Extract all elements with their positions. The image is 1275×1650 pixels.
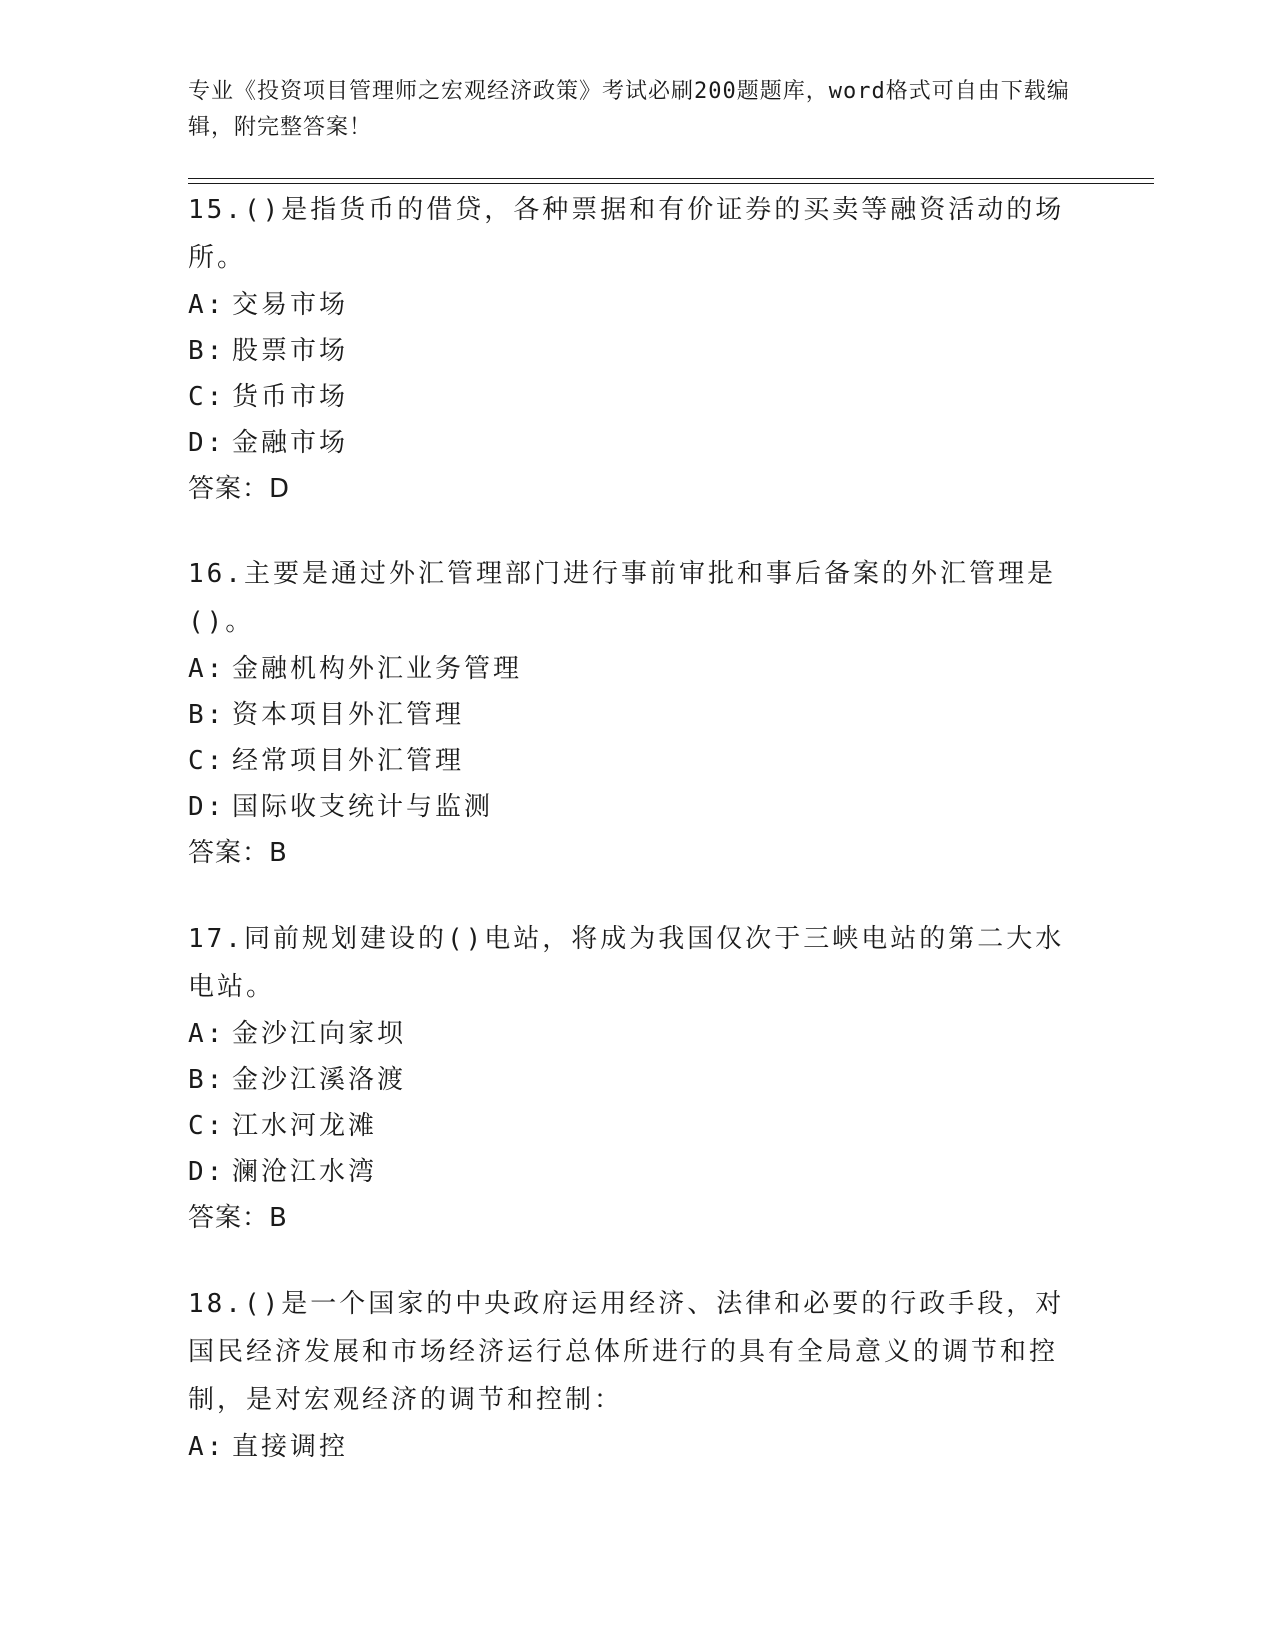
- option-text: 金沙江向家坝: [232, 1019, 407, 1049]
- option-a: [188, 646, 1088, 692]
- question-18: [188, 1280, 1088, 1470]
- answer-line: 答案：B: [188, 838, 288, 868]
- question-15: [188, 186, 1088, 512]
- option-text: 江水河龙滩: [232, 1111, 378, 1141]
- option-d: [188, 420, 1088, 466]
- option-c: [188, 1103, 1088, 1149]
- option-text: 股票市场: [232, 336, 349, 366]
- option-text: 货币市场: [232, 382, 349, 412]
- option-c: [188, 374, 1088, 420]
- option-letter: D:: [188, 428, 226, 458]
- option-text: 国际收支统计与监测: [232, 792, 494, 822]
- header-divider-top: [188, 178, 1154, 179]
- option-letter: B:: [188, 1065, 226, 1095]
- option-d: [188, 784, 1088, 830]
- option-letter: A:: [188, 290, 226, 320]
- option-letter: B:: [188, 336, 226, 366]
- option-letter: A:: [188, 1019, 226, 1049]
- option-letter: B:: [188, 700, 226, 730]
- option-letter: D:: [188, 792, 226, 822]
- option-text: 直接调控: [232, 1432, 349, 1462]
- option-d: [188, 1149, 1088, 1195]
- intro-text: 专业《投资项目管理师之宏观经济政策》考试必刷200题题库，word格式可自由下载编辑，附完整答案！: [188, 79, 1070, 140]
- option-letter: C:: [188, 746, 226, 776]
- question-16: [188, 550, 1088, 876]
- document-intro: [188, 74, 1088, 146]
- header-divider-bottom: [188, 183, 1154, 184]
- option-b: [188, 692, 1088, 738]
- answer-line: 答案：B: [188, 1203, 288, 1233]
- option-a: [188, 1011, 1088, 1057]
- option-letter: D:: [188, 1157, 226, 1187]
- option-a: [188, 1424, 1088, 1470]
- option-a: [188, 282, 1088, 328]
- question-stem: 18.()是一个国家的中央政府运用经济、法律和必要的行政手段，对国民经济发展和市场经济运行总体所进行的具有全局意义的调节和控制，是对宏观经济的调节和控制：: [188, 1289, 1065, 1415]
- option-text: 交易市场: [232, 290, 349, 320]
- option-letter: C:: [188, 382, 226, 412]
- option-text: 澜沧江水湾: [232, 1157, 378, 1187]
- option-text: 金融机构外汇业务管理: [232, 654, 523, 684]
- option-letter: C:: [188, 1111, 226, 1141]
- option-letter: A:: [188, 654, 226, 684]
- option-text: 经常项目外汇管理: [232, 746, 465, 776]
- question-stem: 16.主要是通过外汇管理部门进行事前审批和事后备案的外汇管理是()。: [188, 559, 1056, 637]
- option-text: 资本项目外汇管理: [232, 700, 465, 730]
- option-letter: A:: [188, 1432, 226, 1462]
- question-stem: 15.()是指货币的借贷，各种票据和有价证券的买卖等融资活动的场所。: [188, 195, 1065, 273]
- option-b: [188, 328, 1088, 374]
- answer-line: 答案：D: [188, 474, 291, 504]
- option-c: [188, 738, 1088, 784]
- question-17: [188, 915, 1088, 1241]
- option-text: 金沙江溪洛渡: [232, 1065, 407, 1095]
- option-b: [188, 1057, 1088, 1103]
- option-text: 金融市场: [232, 428, 349, 458]
- question-stem: 17.同前规划建设的()电站，将成为我国仅次于三峡电站的第二大水电站。: [188, 924, 1065, 1002]
